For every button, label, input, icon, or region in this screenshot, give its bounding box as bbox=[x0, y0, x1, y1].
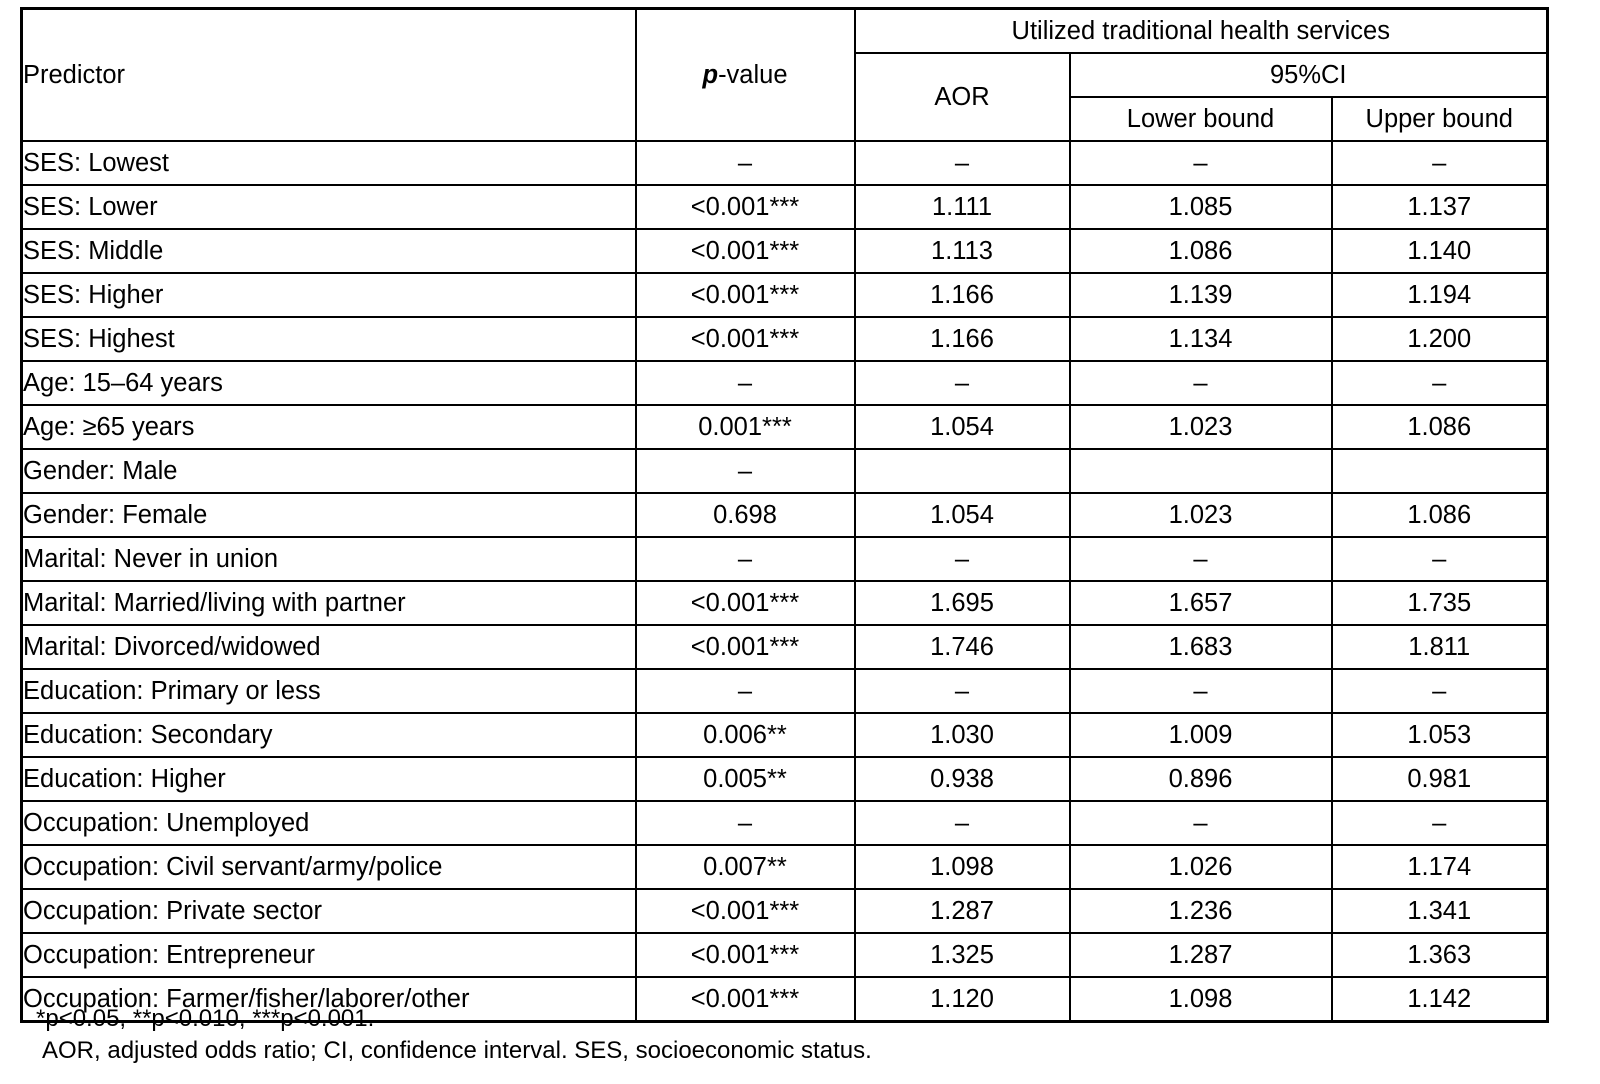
cell-predictor: Age: ≥65 years bbox=[22, 405, 636, 449]
column-header-lower-bound: Lower bound bbox=[1070, 97, 1332, 141]
table-header bbox=[22, 9, 1548, 142]
table-row bbox=[22, 405, 1548, 449]
cell-predictor: Gender: Male bbox=[22, 449, 636, 493]
table-footnotes bbox=[36, 1003, 1536, 1067]
cell-aor: – bbox=[855, 361, 1070, 405]
cell-aor: 1.166 bbox=[855, 273, 1070, 317]
cell-aor bbox=[855, 449, 1070, 493]
cell-predictor: SES: Lowest bbox=[22, 141, 636, 185]
cell-lower-bound: 1.023 bbox=[1070, 493, 1332, 537]
table-row bbox=[22, 845, 1548, 889]
cell-aor: – bbox=[855, 669, 1070, 713]
cell-pvalue: <0.001*** bbox=[636, 581, 855, 625]
table-row bbox=[22, 141, 1548, 185]
column-header-pvalue bbox=[636, 9, 855, 142]
cell-pvalue: <0.001*** bbox=[636, 317, 855, 361]
cell-pvalue: <0.001*** bbox=[636, 933, 855, 977]
cell-upper-bound: – bbox=[1332, 669, 1548, 713]
cell-lower-bound: 0.896 bbox=[1070, 757, 1332, 801]
cell-lower-bound: – bbox=[1070, 361, 1332, 405]
table-row bbox=[22, 449, 1548, 493]
cell-lower-bound: 1.683 bbox=[1070, 625, 1332, 669]
cell-predictor: SES: Middle bbox=[22, 229, 636, 273]
pvalue-italic-p: p bbox=[702, 60, 719, 89]
cell-upper-bound bbox=[1332, 449, 1548, 493]
cell-upper-bound: 1.053 bbox=[1332, 713, 1548, 757]
cell-aor: 1.098 bbox=[855, 845, 1070, 889]
cell-predictor: Age: 15–64 years bbox=[22, 361, 636, 405]
cell-pvalue: 0.005** bbox=[636, 757, 855, 801]
cell-lower-bound bbox=[1070, 449, 1332, 493]
cell-aor: 1.111 bbox=[855, 185, 1070, 229]
cell-pvalue: – bbox=[636, 141, 855, 185]
cell-aor: 1.113 bbox=[855, 229, 1070, 273]
cell-lower-bound: 1.236 bbox=[1070, 889, 1332, 933]
cell-lower-bound: – bbox=[1070, 537, 1332, 581]
cell-upper-bound: – bbox=[1332, 361, 1548, 405]
table-row bbox=[22, 537, 1548, 581]
cell-lower-bound: 1.134 bbox=[1070, 317, 1332, 361]
cell-upper-bound: – bbox=[1332, 537, 1548, 581]
cell-aor: 0.938 bbox=[855, 757, 1070, 801]
table-row bbox=[22, 625, 1548, 669]
table-row bbox=[22, 757, 1548, 801]
cell-pvalue: <0.001*** bbox=[636, 977, 855, 1022]
column-header-upper-bound: Upper bound bbox=[1332, 97, 1548, 141]
cell-upper-bound: 1.811 bbox=[1332, 625, 1548, 669]
cell-pvalue: – bbox=[636, 801, 855, 845]
cell-aor: – bbox=[855, 141, 1070, 185]
cell-upper-bound: 1.341 bbox=[1332, 889, 1548, 933]
cell-predictor: Occupation: Civil servant/army/police bbox=[22, 845, 636, 889]
cell-lower-bound: 1.086 bbox=[1070, 229, 1332, 273]
cell-pvalue: <0.001*** bbox=[636, 185, 855, 229]
table-body bbox=[22, 141, 1548, 1022]
table-row bbox=[22, 713, 1548, 757]
cell-aor: 1.030 bbox=[855, 713, 1070, 757]
cell-pvalue: – bbox=[636, 449, 855, 493]
footnote-abbreviations: AOR, adjusted odds ratio; CI, confidence interval. SES, socioeconomic status. bbox=[42, 1036, 872, 1064]
cell-upper-bound: 0.981 bbox=[1332, 757, 1548, 801]
cell-pvalue: 0.006** bbox=[636, 713, 855, 757]
table-row bbox=[22, 889, 1548, 933]
cell-pvalue: <0.001*** bbox=[636, 229, 855, 273]
cell-predictor: Occupation: Private sector bbox=[22, 889, 636, 933]
column-header-predictor: Predictor bbox=[22, 9, 636, 142]
cell-predictor: Occupation: Farmer/fisher/laborer/other bbox=[22, 977, 636, 1022]
footnote-significance: *p<0.05, **p<0.010, ***p<0.001. bbox=[36, 1005, 375, 1032]
cell-predictor: SES: Highest bbox=[22, 317, 636, 361]
cell-aor: 1.166 bbox=[855, 317, 1070, 361]
cell-predictor: Marital: Married/living with partner bbox=[22, 581, 636, 625]
cell-lower-bound: 1.657 bbox=[1070, 581, 1332, 625]
cell-upper-bound: 1.735 bbox=[1332, 581, 1548, 625]
cell-lower-bound: 1.287 bbox=[1070, 933, 1332, 977]
pvalue-label-rest: -value bbox=[718, 60, 788, 89]
cell-predictor: Education: Primary or less bbox=[22, 669, 636, 713]
cell-upper-bound: 1.200 bbox=[1332, 317, 1548, 361]
cell-lower-bound: – bbox=[1070, 141, 1332, 185]
cell-pvalue: 0.698 bbox=[636, 493, 855, 537]
header-row-1 bbox=[22, 9, 1548, 54]
cell-predictor: SES: Lower bbox=[22, 185, 636, 229]
table-row bbox=[22, 801, 1548, 845]
cell-aor: – bbox=[855, 801, 1070, 845]
cell-predictor: Gender: Female bbox=[22, 493, 636, 537]
cell-pvalue: – bbox=[636, 361, 855, 405]
cell-upper-bound: 1.086 bbox=[1332, 405, 1548, 449]
cell-pvalue: 0.001*** bbox=[636, 405, 855, 449]
cell-predictor: Occupation: Unemployed bbox=[22, 801, 636, 845]
cell-upper-bound: 1.086 bbox=[1332, 493, 1548, 537]
table-row bbox=[22, 273, 1548, 317]
cell-lower-bound: – bbox=[1070, 669, 1332, 713]
cell-aor: 1.054 bbox=[855, 405, 1070, 449]
cell-aor: 1.695 bbox=[855, 581, 1070, 625]
cell-lower-bound: 1.139 bbox=[1070, 273, 1332, 317]
cell-aor: 1.054 bbox=[855, 493, 1070, 537]
table-row bbox=[22, 669, 1548, 713]
cell-aor: 1.325 bbox=[855, 933, 1070, 977]
table-row bbox=[22, 581, 1548, 625]
cell-upper-bound: 1.137 bbox=[1332, 185, 1548, 229]
cell-aor: – bbox=[855, 537, 1070, 581]
cell-pvalue: <0.001*** bbox=[636, 625, 855, 669]
table-row bbox=[22, 185, 1548, 229]
cell-lower-bound: 1.085 bbox=[1070, 185, 1332, 229]
cell-lower-bound: 1.009 bbox=[1070, 713, 1332, 757]
cell-upper-bound: 1.363 bbox=[1332, 933, 1548, 977]
cell-lower-bound: 1.098 bbox=[1070, 977, 1332, 1022]
cell-predictor: Occupation: Entrepreneur bbox=[22, 933, 636, 977]
cell-upper-bound: – bbox=[1332, 141, 1548, 185]
cell-pvalue: – bbox=[636, 669, 855, 713]
cell-pvalue: – bbox=[636, 537, 855, 581]
cell-pvalue: 0.007** bbox=[636, 845, 855, 889]
table-row bbox=[22, 361, 1548, 405]
column-header-ci: 95%CI bbox=[1070, 53, 1548, 97]
cell-predictor: Marital: Never in union bbox=[22, 537, 636, 581]
cell-pvalue: <0.001*** bbox=[636, 273, 855, 317]
table-row bbox=[22, 229, 1548, 273]
column-header-group-utilized-services: Utilized traditional health services bbox=[855, 9, 1548, 54]
table-row bbox=[22, 493, 1548, 537]
cell-lower-bound: – bbox=[1070, 801, 1332, 845]
cell-pvalue: <0.001*** bbox=[636, 889, 855, 933]
cell-upper-bound: – bbox=[1332, 801, 1548, 845]
cell-lower-bound: 1.026 bbox=[1070, 845, 1332, 889]
table-row bbox=[22, 933, 1548, 977]
cell-aor: 1.746 bbox=[855, 625, 1070, 669]
cell-predictor: SES: Higher bbox=[22, 273, 636, 317]
cell-aor: 1.120 bbox=[855, 977, 1070, 1022]
cell-upper-bound: 1.174 bbox=[1332, 845, 1548, 889]
results-table-container bbox=[20, 7, 1546, 1023]
regression-results-table bbox=[20, 7, 1549, 1023]
cell-upper-bound: 1.140 bbox=[1332, 229, 1548, 273]
cell-upper-bound: 1.194 bbox=[1332, 273, 1548, 317]
table-row bbox=[22, 317, 1548, 361]
cell-upper-bound: 1.142 bbox=[1332, 977, 1548, 1022]
cell-predictor: Education: Secondary bbox=[22, 713, 636, 757]
cell-aor: 1.287 bbox=[855, 889, 1070, 933]
column-header-aor: AOR bbox=[855, 53, 1070, 141]
cell-predictor: Marital: Divorced/widowed bbox=[22, 625, 636, 669]
cell-lower-bound: 1.023 bbox=[1070, 405, 1332, 449]
cell-predictor: Education: Higher bbox=[22, 757, 636, 801]
